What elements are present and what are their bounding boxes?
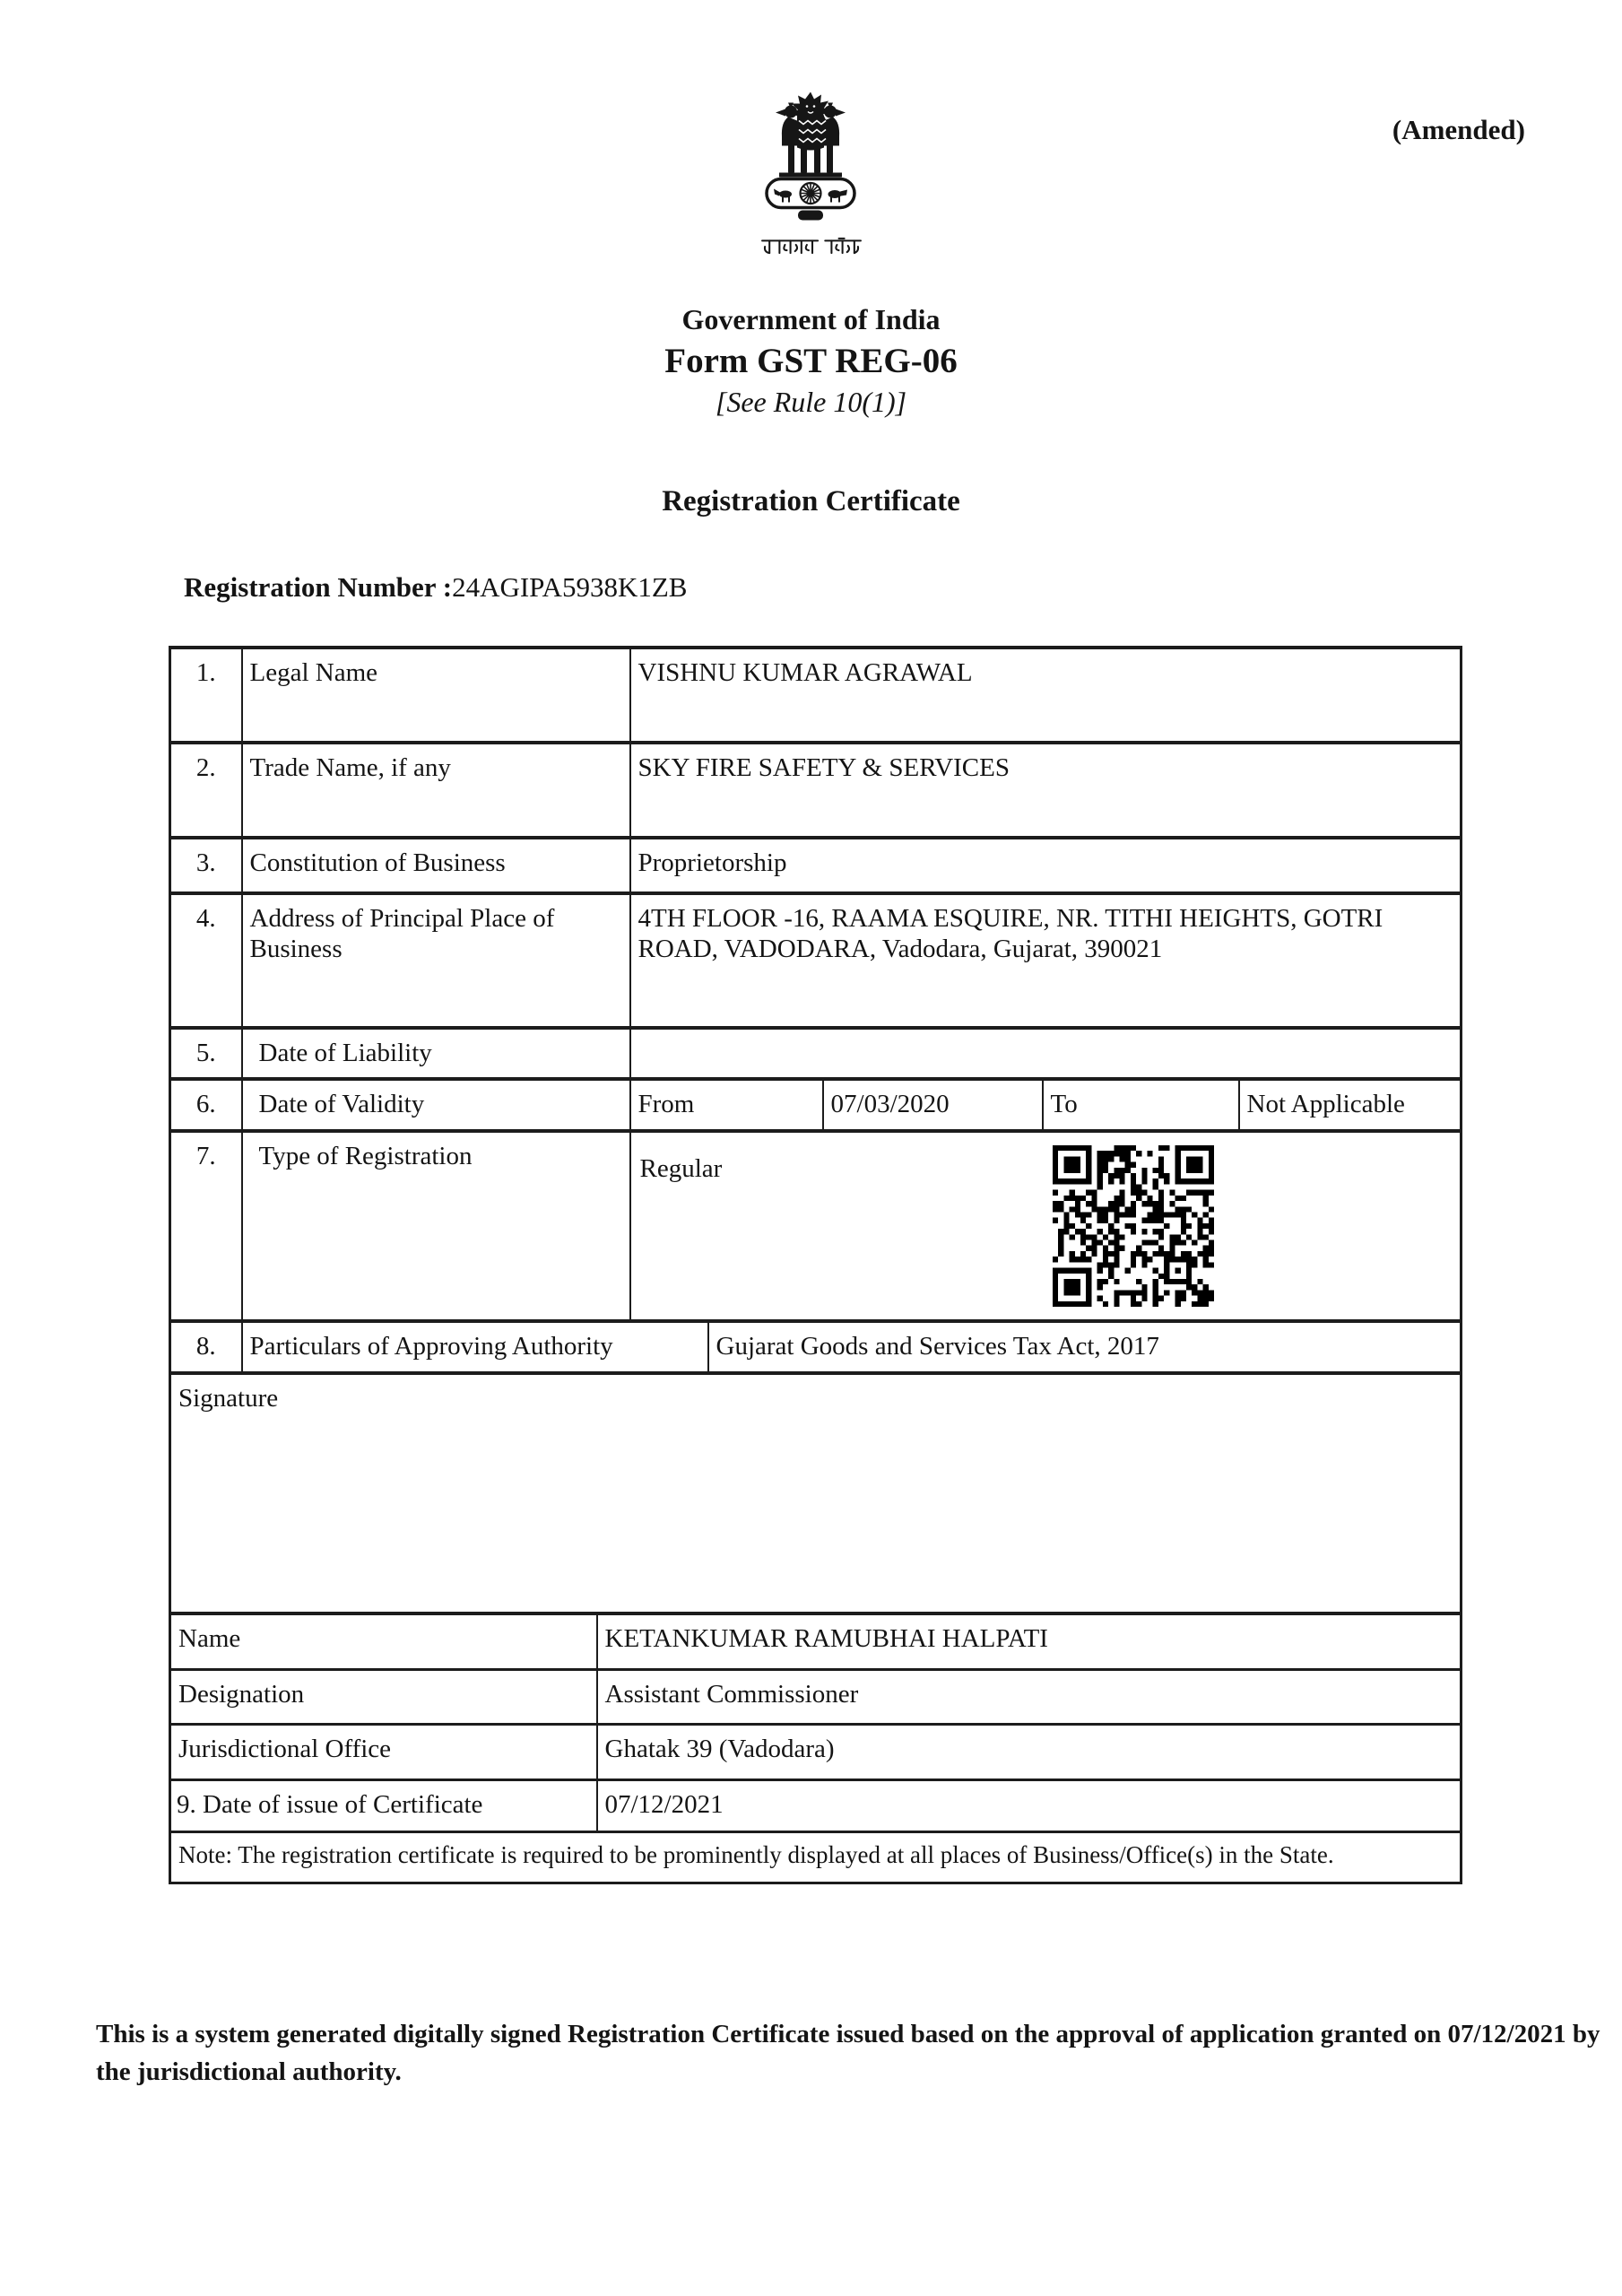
row-label: Trade Name, if any — [242, 743, 630, 838]
row-number: 7. — [170, 1131, 242, 1321]
row-label: Date of Liability — [242, 1028, 630, 1079]
table-row-jurisdictional-office — [170, 1724, 1462, 1779]
row-value — [630, 1028, 1462, 1079]
emblem-motto — [760, 237, 863, 257]
table-row-note — [170, 1831, 1462, 1883]
row-label: Jurisdictional Office — [170, 1724, 597, 1779]
row-value: Assistant Commissioner — [597, 1669, 1462, 1724]
certificate-title: Registration Certificate — [662, 485, 960, 517]
row-value: Regular — [639, 1154, 723, 1183]
table-row-officer-name — [170, 1613, 1462, 1669]
row-label: Legal Name — [242, 648, 630, 743]
validity-to-label: To — [1043, 1079, 1239, 1131]
row-number: 6. — [170, 1079, 242, 1131]
qr-code — [1053, 1144, 1214, 1308]
validity-from-label: From — [630, 1079, 823, 1131]
closing-note-line2: the jurisdictional authority. — [96, 2057, 402, 2086]
table-row-date-of-liability — [170, 1028, 1462, 1079]
table-row-officer-designation — [170, 1669, 1462, 1724]
row-label: Designation — [170, 1669, 597, 1724]
row-value: Gujarat Goods and Services Tax Act, 2017 — [708, 1321, 1462, 1373]
row-label: 9. Date of issue of Certificate — [170, 1779, 597, 1831]
row-label: Constitution of Business — [242, 838, 630, 893]
row-label: Name — [170, 1613, 597, 1669]
row-value: 4TH FLOOR -16, RAAMA ESQUIRE, NR. TITHI HEIGHTS, GOTRI ROAD, VADODARA, Vadodara, Gujarat, 390021 — [630, 893, 1462, 1028]
registration-number — [184, 571, 687, 604]
registration-table — [169, 646, 1462, 1884]
row-value: Ghatak 39 (Vadodara) — [597, 1724, 1462, 1779]
row-number: 2. — [170, 743, 242, 838]
table-row-date-of-issue — [170, 1779, 1462, 1831]
row-number: 4. — [170, 893, 242, 1028]
row-number: 3. — [170, 838, 242, 893]
rule-subtitle: [See Rule 10(1)] — [715, 386, 907, 418]
table-row-constitution — [170, 838, 1462, 893]
closing-note-line1: This is a system generated digitally signed Registration Certificate issued based on the approval of application granted on 07/12/2021 by — [96, 2020, 1600, 2048]
table-row-date-of-validity — [170, 1079, 1462, 1131]
row-value: 07/12/2021 — [597, 1779, 1462, 1831]
row-value: SKY FIRE SAFETY & SERVICES — [630, 743, 1462, 838]
row-label: Particulars of Approving Authority — [242, 1321, 708, 1373]
table-row-trade-name — [170, 743, 1462, 838]
amended-label: (Amended) — [1392, 114, 1525, 145]
registration-number-label: Registration Number : — [184, 571, 453, 603]
row-value: Proprietorship — [630, 838, 1462, 893]
table-row-address — [170, 893, 1462, 1028]
row-value: VISHNU KUMAR AGRAWAL — [630, 648, 1462, 743]
row-value: KETANKUMAR RAMUBHAI HALPATI — [597, 1613, 1462, 1669]
government-title: Government of India — [681, 303, 941, 335]
row-label: Type of Registration — [242, 1131, 630, 1321]
validity-to-value: Not Applicable — [1239, 1079, 1462, 1131]
row-value-cell — [630, 1131, 1462, 1321]
table-row-signature — [170, 1373, 1462, 1613]
row-number: 1. — [170, 648, 242, 743]
row-number: 8. — [170, 1321, 242, 1373]
emblem-of-india-icon — [761, 88, 860, 227]
table-row-type-of-registration — [170, 1131, 1462, 1321]
table-row-approving-authority — [170, 1321, 1462, 1373]
closing-note — [96, 2015, 1600, 2091]
validity-from-value: 07/03/2020 — [823, 1079, 1043, 1131]
form-title: Form GST REG-06 — [664, 342, 958, 380]
table-row-legal-name — [170, 648, 1462, 743]
row-label: Address of Principal Place of Business — [242, 893, 630, 1028]
row-label: Date of Validity — [242, 1079, 630, 1131]
note-text: Note: The registration certificate is required to be prominently displayed at all places of Business/Office(s) in the State. — [170, 1831, 1462, 1883]
registration-number-value: 24AGIPA5938K1ZB — [452, 571, 688, 603]
signature-label: Signature — [170, 1373, 1462, 1613]
row-number: 5. — [170, 1028, 242, 1079]
